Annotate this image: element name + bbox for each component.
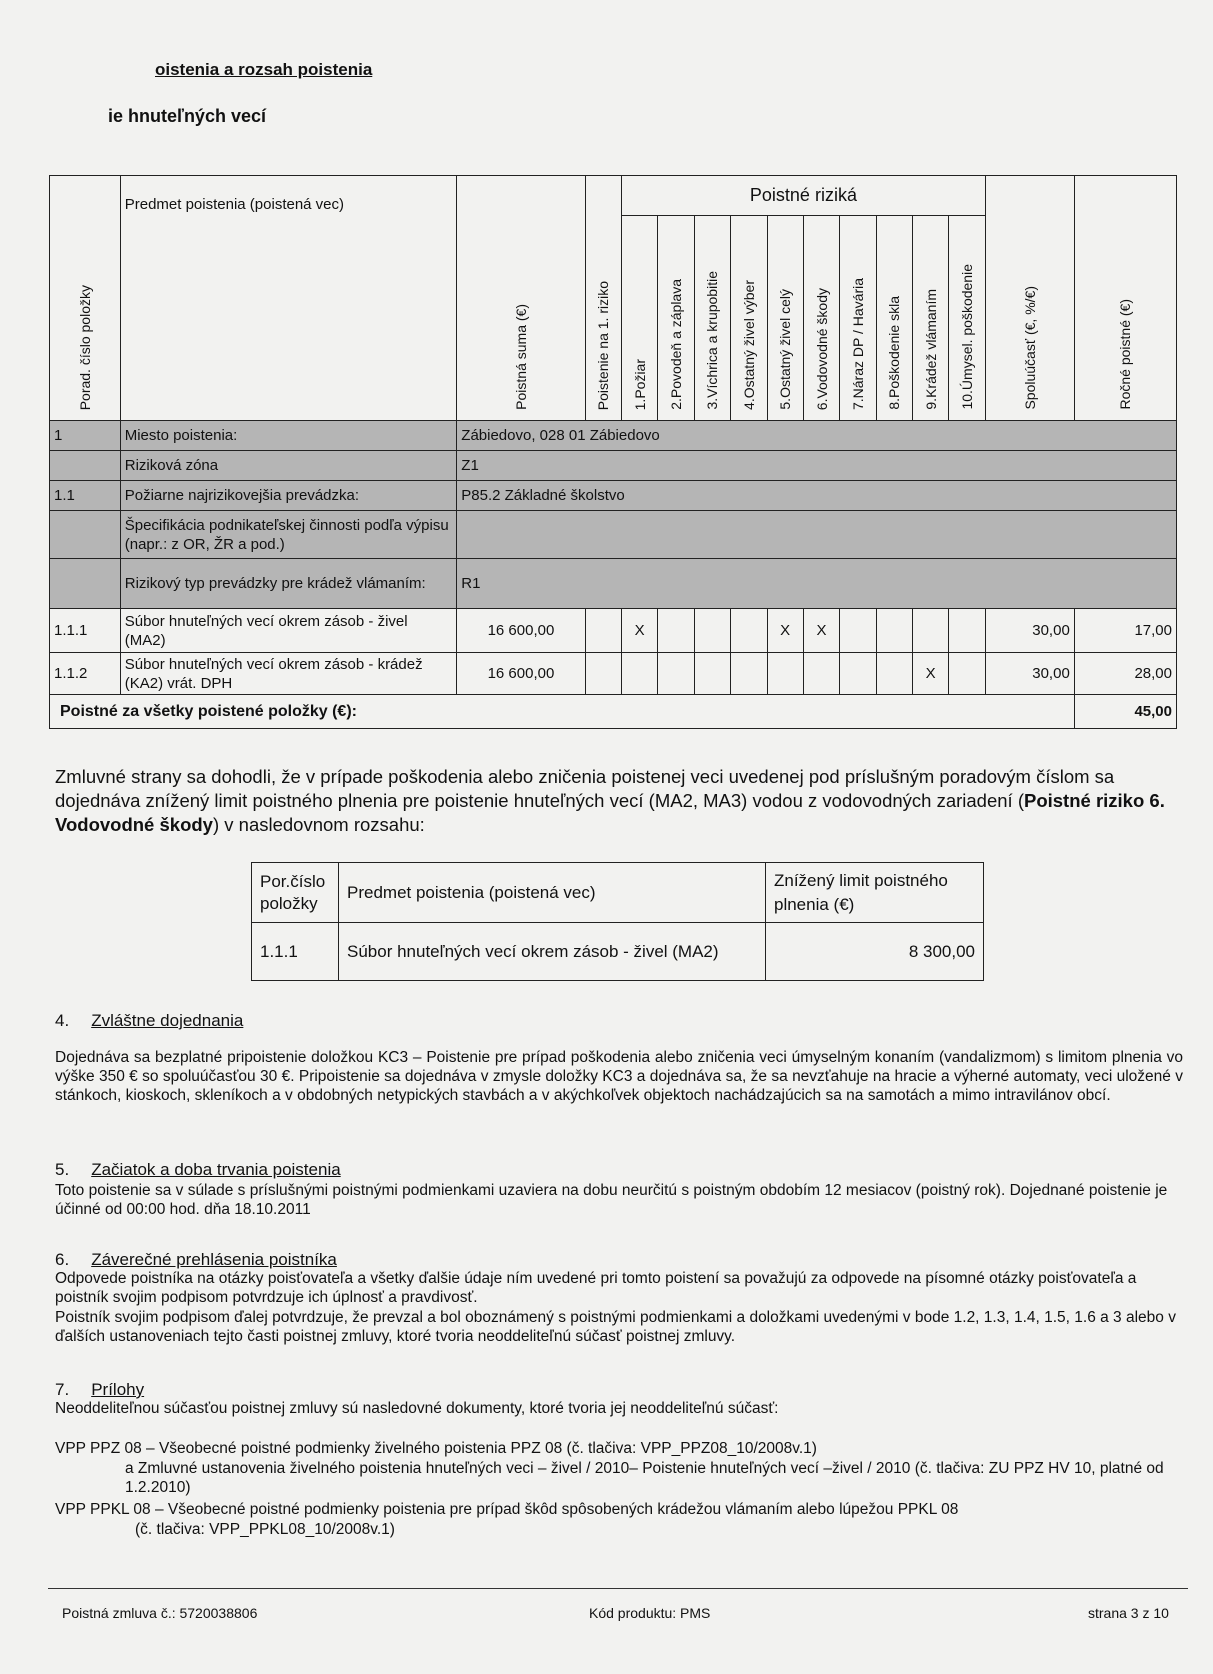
risk-mark: [622, 653, 658, 695]
table-row: [50, 653, 1177, 695]
item-subject: Súbor hnuteľných vecí okrem zásob - krádež (KA2) vrát. DPH: [120, 653, 457, 695]
risk-mark: [731, 609, 767, 653]
total-row: [50, 695, 1177, 729]
risk-mark: [731, 653, 767, 695]
info-value: [457, 511, 1177, 559]
info-label: Požiarne najrizikovejšia prevádzka:: [120, 481, 457, 511]
col-header-sum: Poistná suma (€): [457, 176, 585, 421]
risk-mark: [949, 653, 985, 695]
col-header-risk: 6.Vodovodné škody: [803, 216, 839, 421]
item-sum: 16 600,00: [457, 609, 585, 653]
risk-mark: X: [913, 653, 949, 695]
col-header-risk: 8.Poškodenie skla: [876, 216, 912, 421]
item-sum: 16 600,00: [457, 653, 585, 695]
attachment-2: VPP PPKL 08 – Všeobecné poistné podmienky poistenia pre prípad škôd spôsobených krádežou vlámaním alebo lúpežou PPKL 08: [55, 1501, 959, 1518]
risk-mark: [767, 653, 803, 695]
item-subject: Súbor hnuteľných vecí okrem zásob - živel (MA2): [339, 923, 766, 981]
insured-items-table: [49, 175, 1177, 729]
info-value: Z1: [457, 451, 1177, 481]
info-value: Zábiedovo, 028 01 Zábiedovo: [457, 421, 1177, 451]
info-no: [50, 511, 121, 559]
col-header-risk: 5.Ostatný živel celý: [767, 216, 803, 421]
section-6-heading: 6. Záverečné prehlásenia poistníka: [55, 1250, 337, 1269]
col-header-risk: 4.Ostatný živel výber: [731, 216, 767, 421]
col-header-risk: 2.Povodeň a záplava: [658, 216, 694, 421]
section-7-heading: 7. Prílohy: [55, 1380, 145, 1399]
info-label: Špecifikácia podnikateľskej činnosti podľa výpisu (napr.: z OR, ŽR a pod.): [120, 511, 457, 559]
item-no: 1.1.1: [252, 923, 339, 981]
total-label: Poistné za všetky poistené položky (€):: [50, 695, 1075, 729]
section-6-text: Odpovede poistníka na otázky poisťovateľa a všetky ďalšie údaje ním uvedené pri tomto poistení sa považujú za odpovede na písomné otázky poisťovateľa a poistník svojim podpisom potvrdzuje ich úplnosť a pravdivosť.: [55, 1270, 1137, 1306]
attachment-1: VPP PPZ 08 – Všeobecné poistné podmienky živelného poistenia PPZ 08 (č. tlačiva: VPP_PPZ08_10/2008v.1): [55, 1440, 817, 1457]
section-title: oistenia a rozsah poistenia: [155, 60, 373, 79]
col-header-deductible: Spoluúčasť (€, %/€): [985, 176, 1074, 421]
risk-mark: [949, 609, 985, 653]
info-no: 1.1: [50, 481, 121, 511]
risk-mark: [694, 609, 730, 653]
risk-mark: X: [767, 609, 803, 653]
info-label: Riziková zóna: [120, 451, 457, 481]
col-header-risk: 7.Náraz DP / Havária: [840, 216, 876, 421]
risk-mark: [658, 653, 694, 695]
info-row: [50, 421, 1177, 451]
risk-mark: [658, 609, 694, 653]
item-annual: 28,00: [1074, 653, 1176, 695]
risk-mark: [840, 653, 876, 695]
info-no: [50, 451, 121, 481]
col-header-limit: Znížený limit poistného plnenia (€): [766, 863, 984, 923]
section-5-text: Toto poistenie sa v súlade s príslušnými poistnými podmienkami uzaviera na dobu neurčitú s poistným obdobím 12 mesiacov (poistný rok). Dojednané poistenie je účinné od 00:00 hod. dňa 18.10.2011: [55, 1182, 1168, 1218]
info-value: R1: [457, 559, 1177, 609]
info-no: 1: [50, 421, 121, 451]
reduced-limit-table: [251, 862, 984, 981]
risk-mark: [876, 609, 912, 653]
col-header-risk: 9.Krádež vlámaním: [913, 216, 949, 421]
col-header-risk: 3.Víchrica a krupobitie: [694, 216, 730, 421]
footer-contract-number: Poistná zmluva č.: 5720038806: [62, 1605, 258, 1621]
attachment-1-detail: a Zmluvné ustanovenia živelného poistenia hnuteľných veci – živel / 2010– Poistenie hnuteľných vecí –živel / 2010 (č. tlačiva: ZU PPZ HV 10, platné od 1.2.2010): [125, 1460, 1164, 1496]
item-deductible: 30,00: [985, 609, 1074, 653]
item-first-risk: [585, 609, 621, 653]
col-header-risk: 1.Požiar: [622, 216, 658, 421]
table-row: [252, 923, 984, 981]
section-5-heading: 5. Začiatok a doba trvania poistenia: [55, 1160, 341, 1179]
info-row: [50, 559, 1177, 609]
info-label: Rizikový typ prevádzky pre krádež vlámaním:: [120, 559, 457, 609]
info-value: P85.2 Základné školstvo: [457, 481, 1177, 511]
col-header-risk: 10.Úmysel. poškodenie: [949, 216, 985, 421]
section-6-text-2: Poistník svojim podpisom ďalej potvrdzuje, že prevzal a bol oboznámený s poistnými podmienkami a doložkami uvedenými v bode 1.2, 1.3, 1.4, 1.5, 1.6 a 3 alebo v ďalších ustanoveniach tejto časti poistnej zmluvy, ktoré tvoria neoddeliteľnú súčasť poistnej zmluvy.: [55, 1309, 1176, 1345]
info-row: [50, 511, 1177, 559]
item-limit: 8 300,00: [766, 923, 984, 981]
risk-mark: [840, 609, 876, 653]
footer-product-code: Kód produktu: PMS: [589, 1605, 711, 1621]
info-row: [50, 451, 1177, 481]
risk-mark: [913, 609, 949, 653]
attachment-2-detail: (č. tlačiva: VPP_PPKL08_10/2008v.1): [135, 1521, 395, 1538]
item-no: 1.1.1: [50, 609, 121, 653]
table-row: [50, 609, 1177, 653]
col-header-subject: Predmet poistenia (poistená vec): [339, 863, 766, 923]
risk-mark: [803, 653, 839, 695]
col-header-first-risk: Poistenie na 1. riziko: [585, 176, 621, 421]
info-label: Miesto poistenia:: [120, 421, 457, 451]
col-header-item-no: Porad. číslo položky: [50, 176, 121, 421]
risk-mark: [876, 653, 912, 695]
footer-rule: [48, 1588, 1188, 1589]
section-4-text: Dojednáva sa bezplatné pripoistenie doložkou KC3 – Poistenie pre prípad poškodenia alebo zničenia veci úmyselným konaním (vandalizmom) s limitom plnenia vo výške 350 € so spoluúčasťou 30 €. Pripoistenie sa dojednáva v zmysle doložky KC3 a dojednáva sa, že sa nevzťahuje na hracie a výherné automaty, veci uložené v stánkoch, kioskoch, skleníkoch a v obdobných netypických stavbách a v akýchkoľvek objektoch nachádzajúcich sa na samotách a mimo intravilánov obcí.: [55, 1049, 1183, 1104]
risk-mark: [694, 653, 730, 695]
item-subject: Súbor hnuteľných vecí okrem zásob - živel (MA2): [120, 609, 457, 653]
info-row: [50, 481, 1177, 511]
item-first-risk: [585, 653, 621, 695]
col-header-annual: Ročné poistné (€): [1074, 176, 1176, 421]
col-header-risks-group: Poistné riziká: [622, 176, 986, 216]
risk-mark: X: [803, 609, 839, 653]
total-value: 45,00: [1074, 695, 1176, 729]
item-no: 1.1.2: [50, 653, 121, 695]
footer-page-number: strana 3 z 10: [1088, 1605, 1169, 1621]
section-7-text: Neoddeliteľnou súčasťou poistnej zmluvy sú nasledovné dokumenty, ktoré tvoria jej neoddeliteľnú súčasť:: [55, 1400, 779, 1417]
section-subtitle: ie hnuteľných vecí: [108, 106, 266, 126]
info-no: [50, 559, 121, 609]
section-4-heading: 4. Zvláštne dojednania: [55, 1011, 244, 1030]
item-annual: 17,00: [1074, 609, 1176, 653]
col-header-subject: Predmet poistenia (poistená vec): [120, 176, 457, 421]
item-deductible: 30,00: [985, 653, 1074, 695]
water-damage-paragraph: Zmluvné strany sa dohodli, že v prípade poškodenia alebo zničenia poistenej veci uvedenej pod príslušným poradovým číslom sa dojednáva znížený limit poistného plnenia pre poistenie hnuteľných vecí (MA2, MA3) vodou z vodovodných zariadení (Poistné riziko 6. Vodovodné škody) v nasledovnom rozsahu:: [55, 766, 1165, 835]
col-header-item-no: Por.číslo položky: [252, 863, 339, 923]
risk-mark: X: [622, 609, 658, 653]
